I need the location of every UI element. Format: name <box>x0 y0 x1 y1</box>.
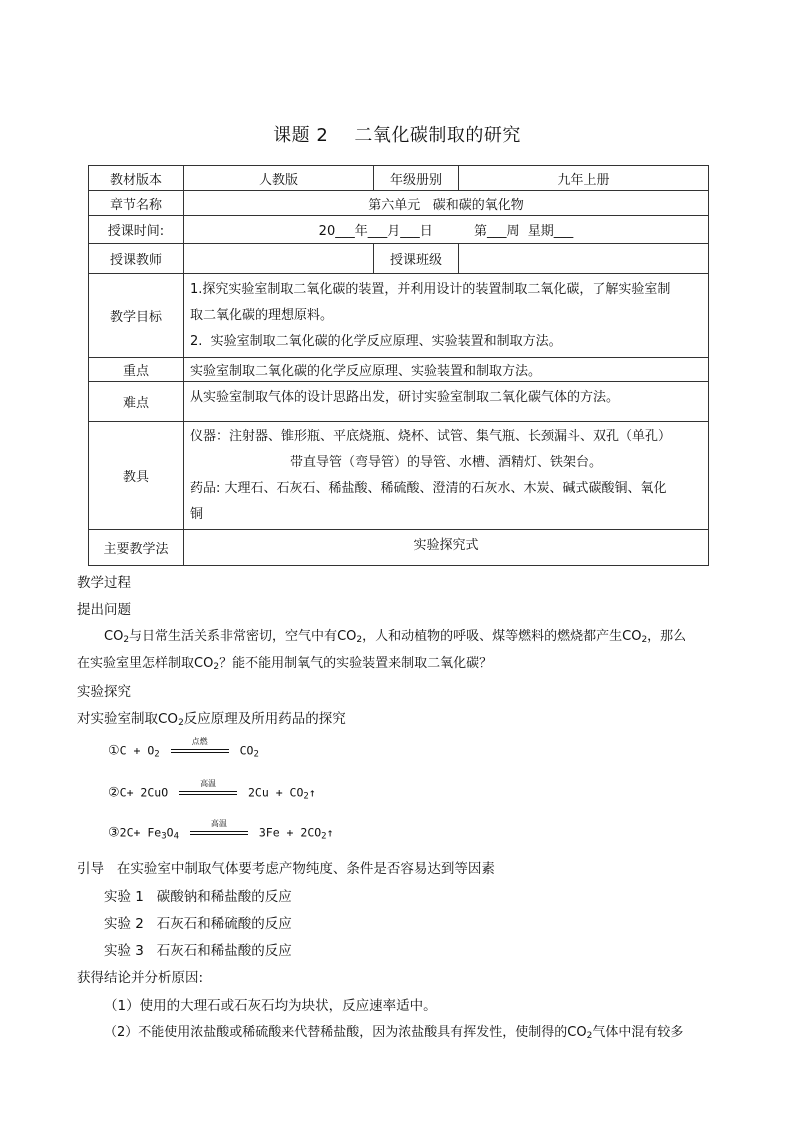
table-row <box>89 530 709 566</box>
reaction-reactants-2: O <box>166 825 174 840</box>
conclusion-heading: 获得结论并分析原因: <box>77 970 204 986</box>
label-difficulty: 难点 <box>89 382 184 422</box>
question-text-2a: 在实验室里怎样制取 <box>77 656 195 671</box>
value-grade: 九年上册 <box>459 166 709 191</box>
question-text-1b: ，人和动植物的呼吸、煤等燃料的燃烧都产生 <box>362 629 623 644</box>
co2-subscript: 2 <box>178 718 184 728</box>
value-chapter: 第六单元 碳和碳的氧化物 <box>184 191 709 216</box>
reaction-products: 2Cu + CO <box>248 785 304 800</box>
value-equipment <box>184 422 709 530</box>
co2-formula: CO <box>567 1025 587 1040</box>
question-paragraph-line-1 <box>104 625 686 645</box>
explore-topic-a: 对实验室制取 <box>77 711 158 727</box>
conclusion-2 <box>104 1021 683 1041</box>
value-method: 实验探究式 <box>184 530 709 566</box>
lesson-info-table <box>88 165 709 566</box>
label-method: 主要教学法 <box>89 530 184 566</box>
reaction-arrow <box>171 737 229 759</box>
label-chapter: 章节名称 <box>89 191 184 216</box>
lesson-number: 课题 2 <box>273 125 329 146</box>
process-heading: 教学过程 <box>77 575 131 591</box>
table-row <box>89 166 709 191</box>
reaction-1 <box>108 737 259 760</box>
product-subscript: 2 <box>253 749 259 760</box>
product-subscript: 2 <box>303 791 309 802</box>
objective-2: 2. 实验室制取二氧化碳的化学反应原理、实验装置和制取方法。 <box>190 333 562 349</box>
value-key-point: 实验室制取二氧化碳的化学反应原理、实验装置和制取方法。 <box>184 358 709 382</box>
conclusion-2b: 气体中混有较多 <box>592 1025 684 1040</box>
co2-formula: CO <box>622 629 642 644</box>
reactant-subscript: 3 <box>161 831 167 842</box>
explore-topic-b: 反应原理及所用药品的探究 <box>183 711 346 727</box>
table-row <box>89 274 709 358</box>
table-row <box>89 422 709 530</box>
question-heading: 提出问题 <box>77 602 131 618</box>
question-text-2b: ？能不能用制氧气的实验装置来制取二氧化碳？ <box>219 656 493 671</box>
table-row <box>89 191 709 216</box>
reaction-number: ② <box>108 785 120 801</box>
label-grade: 年级册别 <box>374 166 459 191</box>
conclusion-2a: （2）不能使用浓盐酸或稀硫酸来代替稀盐酸，因为浓盐酸具有挥发性，使制得的 <box>104 1025 568 1040</box>
reaction-reactants: 2C+ Fe <box>119 825 162 840</box>
explore-heading: 实验探究 <box>77 684 131 700</box>
co2-subscript: 2 <box>356 635 363 645</box>
equipment-line-2: 带直导管（弯导管）的导管、水槽、酒精灯、铁架台。 <box>289 454 602 470</box>
gas-arrow: ↑ <box>326 825 334 840</box>
value-teacher <box>184 244 374 274</box>
label-equipment: 教具 <box>89 422 184 530</box>
equipment-line-3: 药品: 大理石、石灰石、稀盐酸、稀硫酸、澄清的石灰水、木炭、碱式碳酸铜、氧化 <box>190 480 667 496</box>
value-time: 20___年___月___日 第___周 星期___ <box>184 216 709 244</box>
question-text-1c: ，那么 <box>647 629 687 644</box>
table-row <box>89 382 709 422</box>
co2-subscript: 2 <box>641 635 648 645</box>
value-objectives <box>184 274 709 358</box>
experiment-2: 实验 2 石灰石和稀硫酸的反应 <box>104 916 292 932</box>
experiment-3: 实验 3 石灰石和稀盐酸的反应 <box>104 943 292 959</box>
co2-subscript: 2 <box>586 1031 593 1041</box>
equipment-line-4: 铜 <box>190 506 204 522</box>
experiment-1: 实验 1 碳酸钠和稀盐酸的反应 <box>104 889 292 905</box>
reaction-arrow <box>190 819 248 841</box>
co2-formula: CO <box>158 711 179 727</box>
co2-subscript: 2 <box>213 662 220 672</box>
equipment-line-1: 仪器：注射器、锥形瓶、平底烧瓶、烧杯、试管、集气瓶、长颈漏斗、双孔（单孔） <box>190 428 672 444</box>
table-row <box>89 358 709 382</box>
label-key-point: 重点 <box>89 358 184 382</box>
table-row <box>89 216 709 244</box>
co2-formula: CO <box>194 656 214 671</box>
reactant-subscript: 2 <box>154 749 160 760</box>
reaction-products: CO <box>239 743 254 758</box>
reaction-reactants: C+ 2CuO <box>119 785 169 800</box>
label-objectives: 教学目标 <box>89 274 184 358</box>
reaction-condition: 高温 <box>210 819 227 828</box>
reaction-3 <box>108 819 334 842</box>
page-title <box>0 121 794 147</box>
value-class <box>459 244 709 274</box>
reaction-products: 3Fe + 2CO <box>258 825 322 840</box>
guide-text: 引导 在实验室中制取气体要考虑产物纯度、条件是否容易达到等因素 <box>77 861 495 877</box>
value-difficulty: 从实验室制取气体的设计思路出发，研讨实验室制取二氧化碳气体的方法。 <box>184 382 709 422</box>
table-row <box>89 244 709 274</box>
reactant-subscript: 4 <box>173 831 179 842</box>
question-text-1a: 与日常生活关系非常密切，空气中有 <box>129 629 338 644</box>
reaction-number: ③ <box>108 825 120 841</box>
objective-1b: 取二氧化碳的理想原料。 <box>190 307 334 323</box>
co2-subscript: 2 <box>123 635 130 645</box>
reaction-reactants: C + O <box>119 743 155 758</box>
gas-arrow: ↑ <box>308 785 316 800</box>
value-edition: 人教版 <box>184 166 374 191</box>
reaction-arrow <box>179 779 237 801</box>
product-subscript: 2 <box>321 831 327 842</box>
reaction-condition: 高温 <box>200 779 217 788</box>
co2-formula: CO <box>104 629 124 644</box>
label-time: 授课时间: <box>89 216 184 244</box>
reaction-2 <box>108 779 316 802</box>
explore-topic <box>77 707 346 728</box>
reaction-number: ① <box>108 743 120 759</box>
lesson-title: 二氧化碳制取的研究 <box>354 125 521 146</box>
label-teacher: 授课教师 <box>89 244 184 274</box>
co2-formula: CO <box>337 629 357 644</box>
reaction-condition: 点燃 <box>191 737 208 746</box>
question-paragraph-line-2 <box>77 652 492 672</box>
objective-1a: 1.探究实验室制取二氧化碳的装置，并利用设计的装置制取二氧化碳，了解实验室制 <box>190 281 671 297</box>
label-edition: 教材版本 <box>89 166 184 191</box>
conclusion-1: （1）使用的大理石或石灰石均为块状，反应速率适中。 <box>104 998 437 1014</box>
label-class: 授课班级 <box>374 244 459 274</box>
